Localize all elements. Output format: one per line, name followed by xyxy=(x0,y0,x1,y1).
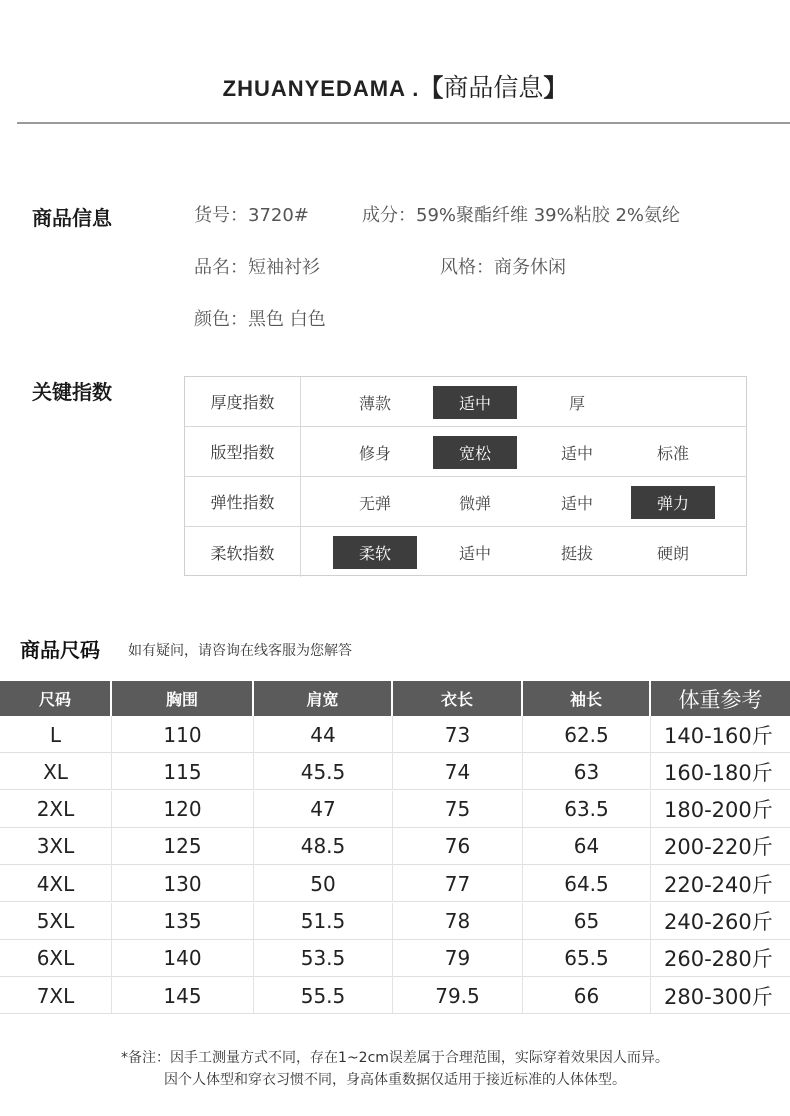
index-name: 厚度指数 xyxy=(185,377,301,426)
header-divider xyxy=(17,122,790,124)
page-header xyxy=(0,68,790,104)
size-cell: 51.5 xyxy=(254,903,393,940)
size-cell: 77 xyxy=(393,865,523,902)
size-cell: 140-160斤 xyxy=(664,723,773,748)
size-cell: 65 xyxy=(523,903,651,940)
composition: 成分：59%聚酯纤维 39%粘胶 2%氨纶 xyxy=(362,205,681,226)
size-cell: 135 xyxy=(112,903,254,940)
key-index-table xyxy=(184,376,747,576)
size-cell: 75 xyxy=(393,791,523,828)
size-cell: 79.5 xyxy=(393,977,523,1014)
size-cell: 240-260斤 xyxy=(664,910,773,934)
size-cell: 76 xyxy=(393,828,523,865)
product-info-label: 商品信息 xyxy=(32,206,112,230)
size-cell: 110 xyxy=(112,716,254,753)
size-header-cell: 肩宽 xyxy=(254,681,393,716)
size-cell: 47 xyxy=(254,791,393,828)
index-option: 无弹 xyxy=(358,494,391,513)
size-cell: 220-240斤 xyxy=(664,872,773,897)
size-cell: 64.5 xyxy=(523,865,651,902)
index-option: 修身 xyxy=(358,444,391,463)
size-cell: 79 xyxy=(393,940,523,977)
size-row xyxy=(0,903,790,940)
index-option: 厚 xyxy=(568,394,585,413)
size-cell: 53.5 xyxy=(254,940,393,977)
size-cell: 145 xyxy=(112,977,254,1014)
key-index-label: 关键指数 xyxy=(32,380,112,404)
bracket-close: 】 xyxy=(543,74,568,102)
size-header-cell: 尺码 xyxy=(0,681,112,716)
index-option: 挺拔 xyxy=(560,544,593,563)
index-option: 适中 xyxy=(458,544,491,563)
index-option: 硬朗 xyxy=(656,544,689,563)
page-title: 商品信息 xyxy=(443,73,544,102)
item-number: 货号：3720# xyxy=(194,205,309,226)
size-cell: L xyxy=(0,716,112,753)
size-cell: 78 xyxy=(393,903,523,940)
size-row xyxy=(0,828,790,865)
size-cell: 3XL xyxy=(0,828,112,865)
size-cell: 130 xyxy=(112,865,254,902)
size-cell: 115 xyxy=(112,753,254,790)
size-heading: 商品尺码 xyxy=(20,638,100,662)
index-name: 弹性指数 xyxy=(185,477,301,526)
size-cell: 63 xyxy=(523,753,651,790)
index-option: 适中 xyxy=(560,444,593,463)
size-row xyxy=(0,791,790,828)
note-line-2: 因个人体型和穿衣习惯不同，身高体重数据仅适用于接近标准的人体体型。 xyxy=(164,1072,626,1088)
index-option: 适中 xyxy=(560,494,593,513)
index-option-selected: 适中 xyxy=(433,386,517,419)
index-row xyxy=(185,527,746,577)
size-cell: 280-300斤 xyxy=(664,984,773,1009)
index-option-selected: 弹力 xyxy=(631,486,715,519)
size-cell: 73 xyxy=(393,716,523,753)
size-header-cell: 袖长 xyxy=(523,681,651,716)
size-cell: 62.5 xyxy=(523,716,651,753)
index-option: 薄款 xyxy=(358,394,391,413)
size-row xyxy=(0,716,790,753)
index-option-selected: 柔软 xyxy=(333,536,417,569)
size-cell: 120 xyxy=(112,791,254,828)
size-cell: 2XL xyxy=(0,791,112,828)
size-cell: 55.5 xyxy=(254,977,393,1014)
bracket-open: 【 xyxy=(419,74,444,102)
size-cell: 45.5 xyxy=(254,753,393,790)
size-header-cell: 体重参考 xyxy=(678,687,763,712)
index-option-selected: 宽松 xyxy=(433,436,517,469)
size-row xyxy=(0,940,790,977)
size-cell: 7XL xyxy=(0,977,112,1014)
size-cell: 65.5 xyxy=(523,940,651,977)
size-cell: 50 xyxy=(254,865,393,902)
size-cell: 64 xyxy=(523,828,651,865)
size-cell: 140 xyxy=(112,940,254,977)
product-name: 品名：短袖衬衫 xyxy=(194,257,320,278)
index-option: 微弹 xyxy=(458,494,491,513)
brand-name: ZHUANYEDAMA . xyxy=(222,76,420,101)
size-cell: 5XL xyxy=(0,903,112,940)
size-row xyxy=(0,865,790,902)
index-row xyxy=(185,477,746,527)
size-cell: 66 xyxy=(523,977,651,1014)
index-name: 版型指数 xyxy=(185,427,301,476)
index-row xyxy=(185,427,746,477)
size-table-header xyxy=(0,681,790,716)
size-cell: 200-220斤 xyxy=(664,835,773,860)
size-cell: 180-200斤 xyxy=(664,798,773,823)
index-option: 标准 xyxy=(656,444,689,463)
size-header-cell: 衣长 xyxy=(393,681,523,716)
size-cell: 48.5 xyxy=(254,828,393,865)
size-header-cell: 胸围 xyxy=(112,681,254,716)
size-cell: 74 xyxy=(393,753,523,790)
size-cell: 6XL xyxy=(0,940,112,977)
size-cell: 260-280斤 xyxy=(664,947,773,972)
product-color: 颜色：黑色 白色 xyxy=(194,309,326,330)
size-cell: 160-180斤 xyxy=(664,760,773,785)
size-row xyxy=(0,753,790,790)
index-row xyxy=(185,377,746,427)
product-style: 风格：商务休闲 xyxy=(440,257,566,278)
size-cell: 4XL xyxy=(0,865,112,902)
size-cell: 63.5 xyxy=(523,791,651,828)
size-cell: 125 xyxy=(112,828,254,865)
size-row xyxy=(0,977,790,1014)
note-line-1: *备注：因手工测量方式不同，存在1~2cm误差属于合理范围，实际穿着效果因人而异。 xyxy=(121,1050,669,1066)
index-name: 柔软指数 xyxy=(185,527,301,577)
size-cell: 44 xyxy=(254,716,393,753)
size-subtitle: 如有疑问，请咨询在线客服为您解答 xyxy=(128,643,352,659)
size-cell: XL xyxy=(0,753,112,790)
